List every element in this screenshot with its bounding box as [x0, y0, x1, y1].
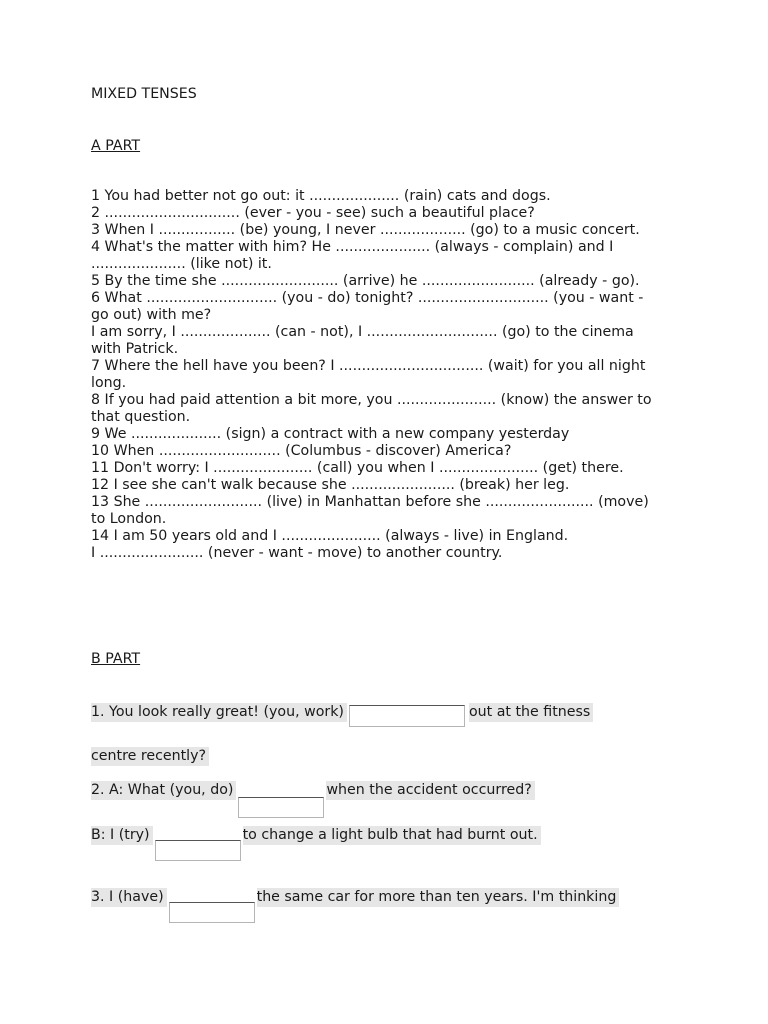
- question-1-answer-input[interactable]: [349, 705, 465, 727]
- list-item: 7 Where the hell have you been? I ................................ (wait) for you all night long.: [91, 358, 646, 391]
- question-2a-gap: [236, 781, 326, 800]
- question-2a-text-after: when the accident occurred?: [326, 781, 534, 800]
- list-item: 14 I am 50 years old and I ...................... (always - live) in England.: [91, 528, 569, 544]
- question-3-text-after: the same car for more than ten years. I'm thinking: [257, 888, 620, 907]
- list-item: 8 If you had paid attention a bit more, you ...................... (know) the answer to that question.: [91, 392, 652, 425]
- list-item: 1 You had better not go out: it .................... (rain) cats and dogs.: [91, 188, 551, 204]
- list-item: 6 What ............................. (you - do) tonight? ............................. (you - want - go out) with me?: [91, 290, 644, 323]
- list-item: 2 .............................. (ever - you - see) such a beautiful place?: [91, 205, 535, 221]
- part-b-heading: B PART: [91, 651, 141, 667]
- list-item: 11 Don't worry: I ...................... (call) you when I ...................... (get) there.: [91, 460, 624, 476]
- list-item: 5 By the time she .......................... (arrive) he ......................... (already - go).: [91, 273, 640, 289]
- question-1-text-after: out at the fitness: [469, 703, 593, 722]
- part-b-question-2a: [91, 781, 535, 800]
- question-2b-answer-input[interactable]: [155, 840, 241, 861]
- question-1-gap: [347, 703, 469, 722]
- part-b-question-2b: [91, 826, 541, 845]
- page-title: MIXED TENSES: [91, 86, 197, 102]
- list-item: I ....................... (never - want - move) to another country.: [91, 545, 503, 561]
- part-b-question-3: [91, 888, 619, 907]
- list-item: 3 When I ................. (be) young, I never ................... (go) to a music concert.: [91, 222, 640, 238]
- part-b-question-1: [91, 703, 593, 722]
- list-item: 10 When ........................... (Columbus - discover) America?: [91, 443, 512, 459]
- list-item: 12 I see she can't walk because she ....................... (break) her leg.: [91, 477, 570, 493]
- question-2b-text-after: to change a light bulb that had burnt out.: [243, 826, 541, 845]
- list-item: I am sorry, I .................... (can - not), I ............................. (go) to the cinema with Patrick.: [91, 324, 634, 357]
- part-a-exercise-list: [91, 188, 656, 562]
- question-1-text: 1. You look really great! (you, work): [91, 703, 347, 722]
- list-item: 4 What's the matter with him? He ..................... (always - complain) and I ..................... (like not) it.: [91, 239, 614, 272]
- question-2b-gap: [153, 826, 243, 845]
- list-item: 13 She .......................... (live) in Manhattan before she ........................ (move) to London.: [91, 494, 649, 527]
- part-b-question-1-continued: [91, 747, 209, 766]
- question-2a-answer-input[interactable]: [238, 797, 324, 818]
- question-2a-text: 2. A: What (you, do): [91, 781, 236, 800]
- part-a-heading: A PART: [91, 138, 141, 154]
- question-2b-text: B: I (try): [91, 826, 153, 845]
- question-3-answer-input[interactable]: [169, 902, 255, 923]
- list-item: 9 We .................... (sign) a contract with a new company yesterday: [91, 426, 570, 442]
- question-1-text-continued: centre recently?: [91, 747, 209, 766]
- question-3-gap: [167, 888, 257, 907]
- question-3-text: 3. I (have): [91, 888, 167, 907]
